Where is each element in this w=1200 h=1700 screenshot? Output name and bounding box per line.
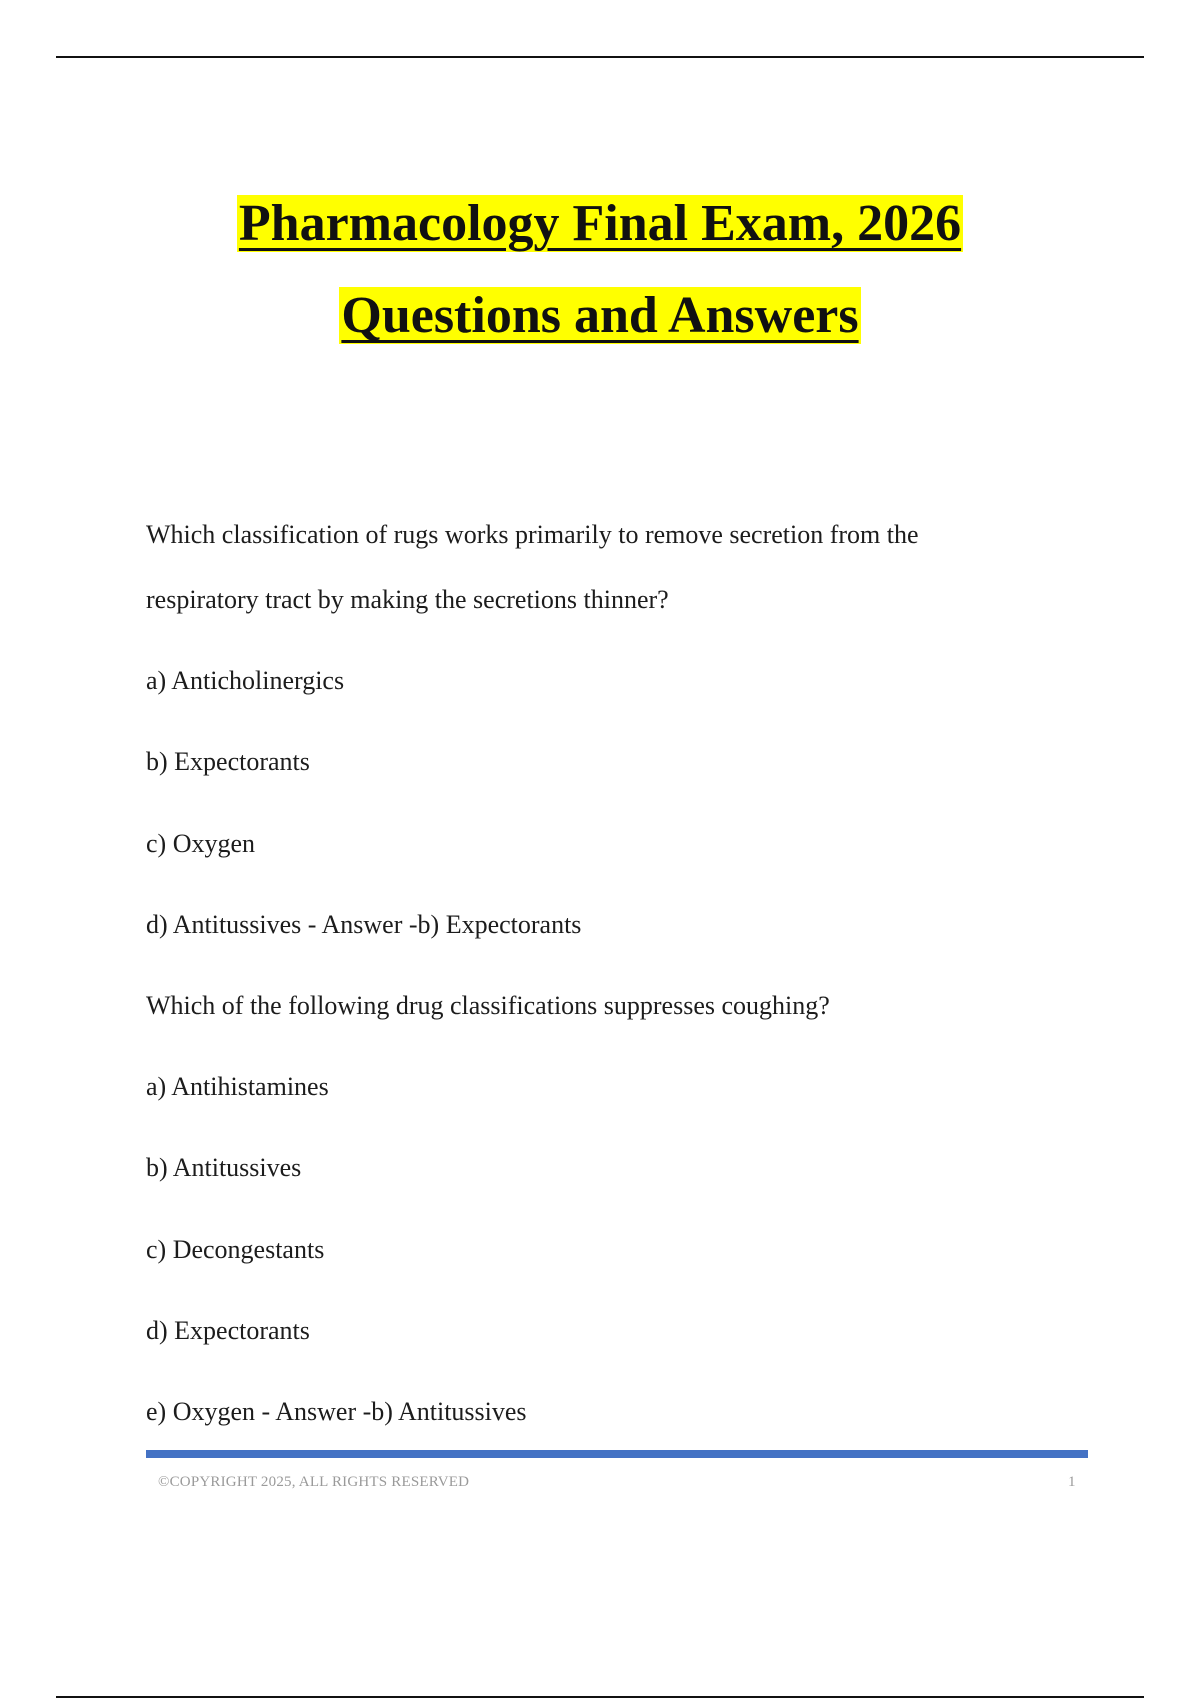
title-text-2: Questions and Answers: [341, 287, 859, 344]
footer-divider: [146, 1450, 1088, 1458]
question-1-option-a: a) Anticholinergics: [146, 666, 345, 695]
top-rule: [56, 56, 1144, 58]
question-1-text-line-1: Which classification of rugs works primarily to remove secretion from the: [146, 520, 919, 549]
question-2-option-c: c) Decongestants: [146, 1235, 325, 1264]
question-2-text: Which of the following drug classifications suppresses coughing?: [146, 991, 830, 1020]
document-title: [0, 178, 1200, 362]
question-2-option-b: b) Antitussives: [146, 1153, 302, 1182]
page-number: 1: [1068, 1474, 1076, 1490]
copyright-notice: ©COPYRIGHT 2025, ALL RIGHTS RESERVED: [158, 1474, 470, 1490]
question-1-option-b: b) Expectorants: [146, 747, 310, 776]
question-1-text-line-2: respiratory tract by making the secretions thinner?: [146, 585, 669, 614]
question-2-option-a: a) Antihistamines: [146, 1072, 329, 1101]
bottom-rule: [56, 1696, 1144, 1698]
question-2-option-d: d) Expectorants: [146, 1316, 310, 1345]
question-1-option-d-answer: d) Antitussives - Answer -b) Expectorants: [146, 910, 582, 939]
title-line-1: [0, 178, 1200, 270]
question-1-option-c: c) Oxygen: [146, 829, 256, 858]
title-line-2: [0, 270, 1200, 362]
title-text-1: Pharmacology Final Exam, 2026: [238, 195, 962, 252]
question-2-option-e-answer: e) Oxygen - Answer -b) Antitussives: [146, 1397, 527, 1426]
